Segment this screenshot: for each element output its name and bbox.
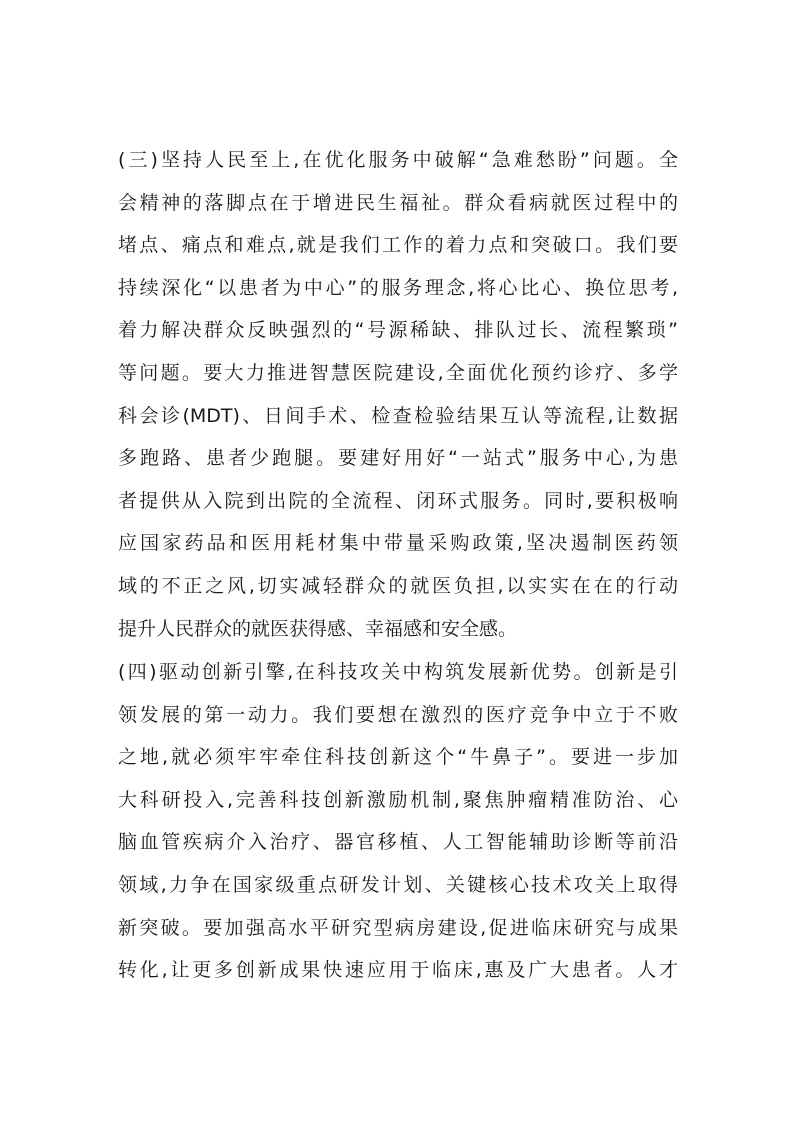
- text-line: 转化,让更多创新成果快速应用于临床,惠及广大患者。人才: [118, 959, 678, 982]
- text-line: 着力解决群众反映强烈的“号源稀缺、排队过长、流程繁琐”: [118, 319, 678, 342]
- text-line: (四)驱动创新引擎,在科技攻关中构筑发展新优势。创新是引: [118, 661, 678, 683]
- text-line: 应国家药品和医用耗材集中带量采购政策,坚决遏制医药领: [118, 532, 678, 555]
- text-line: 者提供从入院到出院的全流程、闭环式服务。同时,要积极响: [118, 489, 678, 512]
- text-line: 领发展的第一动力。我们要想在激烈的医疗竞争中立于不败: [118, 703, 678, 726]
- text-line: 科会诊(MDT)、日间手术、检查检验结果互认等流程,让数据: [118, 404, 678, 427]
- text-line: 新突破。要加强高水平研究型病房建设,促进临床研究与成果: [118, 916, 678, 939]
- text-line: 多跑路、患者少跑腿。要建好用好“一站式”服务中心,为患: [118, 447, 678, 470]
- text-line: 之地,就必须牢牢牵住科技创新这个“牛鼻子”。要进一步加: [118, 746, 678, 769]
- text-line: 会精神的落脚点在于增进民生福祉。群众看病就医过程中的: [118, 191, 678, 214]
- text-line: (三)坚持人民至上,在优化服务中破解“急难愁盼”问题。全: [118, 149, 678, 171]
- text-line: 脑血管疾病介入治疗、器官移植、人工智能辅助诊断等前沿: [118, 831, 678, 854]
- text-line: 持续深化“以患者为中心”的服务理念,将心比心、换位思考,: [118, 276, 678, 299]
- paragraph-section-4: [118, 652, 678, 993]
- text-line: 等问题。要大力推进智慧医院建设,全面优化预约诊疗、多学: [118, 361, 678, 384]
- text-line: 领域,力争在国家级重点研发计划、关键核心技术攻关上取得: [118, 873, 678, 896]
- text-line: 大科研投入,完善科技创新激励机制,聚焦肿瘤精准防治、心: [118, 788, 678, 811]
- text-line: 堵点、痛点和难点,就是我们工作的着力点和突破口。我们要: [118, 234, 678, 257]
- text-line: 域的不正之风,切实减轻群众的就医负担,以实实在在的行动: [118, 574, 678, 597]
- text-line: 提升人民群众的就医获得感、幸福感和安全感。: [118, 617, 518, 640]
- paragraph-section-3: [118, 140, 678, 651]
